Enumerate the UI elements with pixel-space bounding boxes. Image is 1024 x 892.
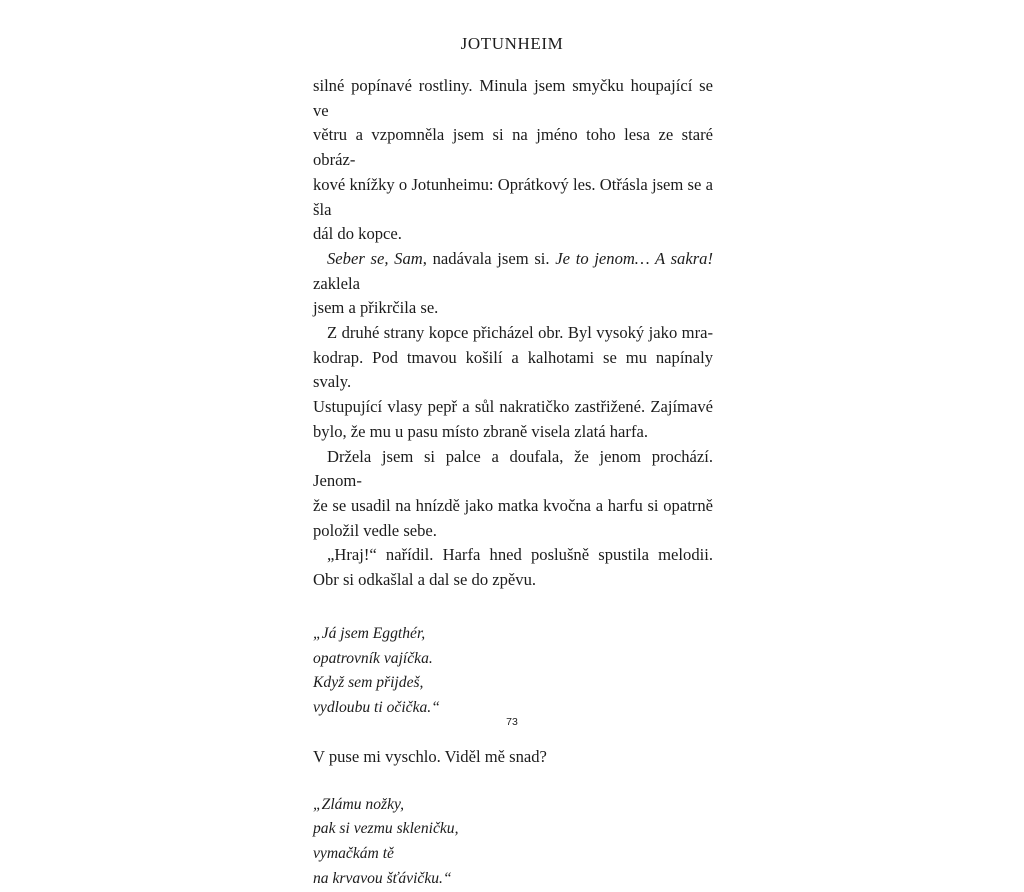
running-head: JOTUNHEIM xyxy=(460,34,564,53)
plain-text: , nadávala jsem si. xyxy=(422,248,556,268)
plain-text: zaklela xyxy=(313,273,360,293)
text-line: bylo, že mu u pasu místo zbraně visela zlatá harfa. xyxy=(313,421,648,441)
body-text xyxy=(313,74,713,892)
text-line: že se usadil na hnízdě jako matka kvočna a harfu si opatrně xyxy=(313,495,713,515)
text-line: Obr si odkašlal a dal se do zpěvu. xyxy=(313,570,537,590)
song-verse xyxy=(313,793,713,892)
paragraph xyxy=(313,745,713,770)
page-number: 73 xyxy=(506,716,518,728)
song-verse xyxy=(313,622,713,721)
verse-line: opatrovník vajíčka. xyxy=(313,649,433,667)
verse-line: „Zlámu nožky, xyxy=(313,795,404,813)
text-line: Ustupující vlasy pepř a sůl nakratičko zastřižené. Zajímavé xyxy=(313,397,713,417)
paragraph xyxy=(313,247,713,321)
verse-line: na krvavou šťávičku.“ xyxy=(313,870,452,888)
verse-line: vydloubu ti očička.“ xyxy=(313,699,440,717)
text-line: kodrap. Pod tmavou košilí a kalhotami se mu napínaly svaly. xyxy=(313,347,713,392)
paragraph xyxy=(313,543,713,592)
text-line: V puse mi vyschlo. Viděl mě snad? xyxy=(313,746,547,766)
text-line: kové knížky o Jotunheimu: Oprátkový les. Otřásla jsem se a šla xyxy=(313,174,713,219)
verse-line: Když sem přijdeš, xyxy=(313,674,424,692)
text-line: položil vedle sebe. xyxy=(313,520,437,540)
text-line: větru a vzpomněla jsem si na jméno toho lesa ze staré obráz- xyxy=(313,125,713,170)
text-line xyxy=(313,247,713,296)
verse-line: „Já jsem Eggthér, xyxy=(313,624,426,642)
paragraph xyxy=(313,445,713,544)
paragraph xyxy=(313,321,713,445)
paragraph xyxy=(313,74,713,247)
text-line: Držela jsem si palce a doufala, že jenom prochází. Jenom- xyxy=(313,446,713,491)
verse-line: vymačkám tě xyxy=(313,845,394,863)
verse-line: pak si vezmu skleničku, xyxy=(313,820,459,838)
italic-text: Seber se, Sam xyxy=(327,248,423,268)
text-line: jsem a přikrčila se. xyxy=(313,298,439,318)
text-line: silné popínavé rostliny. Minula jsem smyčku houpající se ve xyxy=(313,76,713,120)
text-line: „Hraj!“ nařídil. Harfa hned poslušně spustila melodii. xyxy=(327,545,713,565)
text-line: Z druhé strany kopce přicházel obr. Byl vysoký jako mra- xyxy=(327,323,713,343)
text-line: dál do kopce. xyxy=(313,224,402,244)
italic-text: Je to jenom… A sakra! xyxy=(555,248,713,268)
